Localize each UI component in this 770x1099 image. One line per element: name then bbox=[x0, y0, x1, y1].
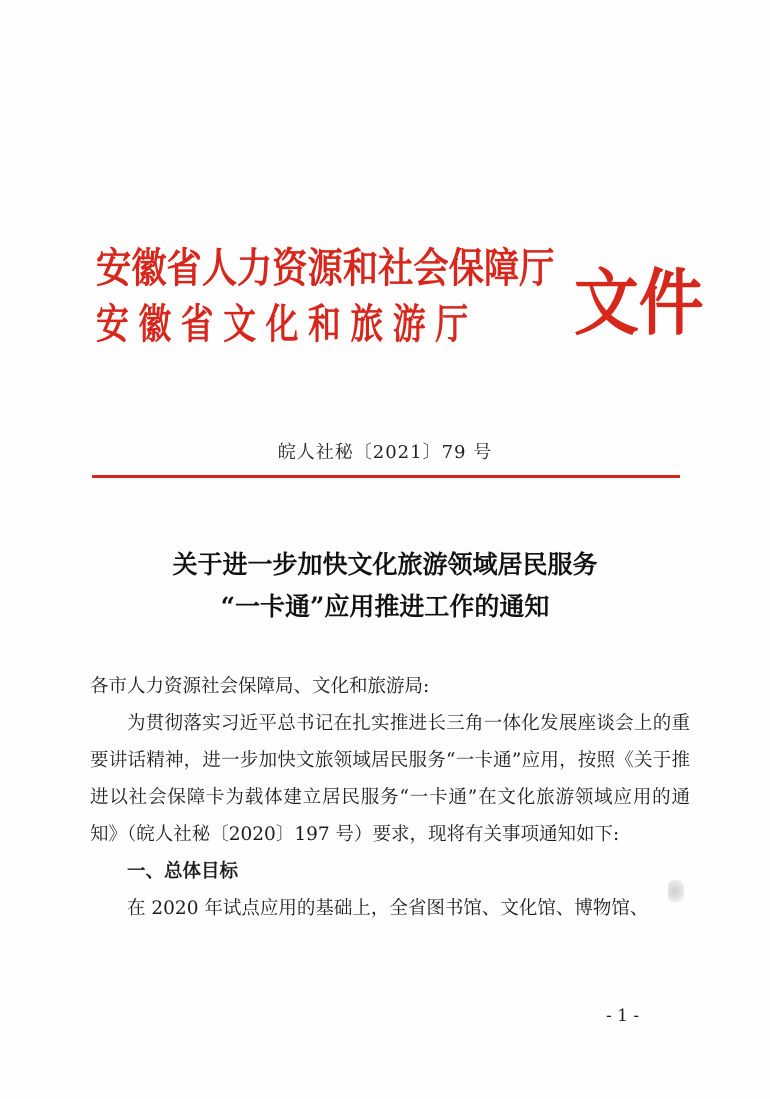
issuer-line-culture-tourism: 安徽省文化和旅游厅 bbox=[96, 300, 478, 348]
salutation: 各市人力资源社会保障局、文化和旅游局: bbox=[90, 676, 430, 697]
document-number: 皖人社秘〔2021〕79 号 bbox=[277, 442, 493, 463]
document-type-label: 文件 bbox=[574, 260, 704, 345]
document-title bbox=[0, 544, 770, 628]
page-number: - 1 - bbox=[606, 1006, 640, 1026]
title-line-1: 关于进一步加快文化旅游领域居民服务 bbox=[172, 550, 598, 579]
issuer-line-hrss: 安徽省人力资源和社会保障厅 bbox=[96, 244, 555, 292]
red-divider-line bbox=[92, 475, 680, 478]
title-line-2: “一卡通”应用推进工作的通知 bbox=[220, 592, 550, 621]
section-heading-overall-goal: 一、总体目标 bbox=[127, 861, 239, 882]
paragraph-intro: 为贯彻落实习近平总书记在扎实推进长三角一体化发展座谈会上的重要讲话精神，进一步加快文旅领域居民服务“一卡通”应用，按照《关于推进以社会保障卡为载体建立居民服务“一卡通”在文化旅游领域应用的通知》（皖人社秘〔2020〕197 号）要求，现将有关事项通知如下: bbox=[90, 713, 690, 845]
scan-artifact bbox=[668, 880, 684, 902]
issuing-authorities bbox=[96, 240, 629, 352]
paragraph-goal: 在 2020 年试点应用的基础上，全省图书馆、文化馆、博物馆、 bbox=[127, 898, 649, 919]
document-body bbox=[90, 668, 690, 927]
